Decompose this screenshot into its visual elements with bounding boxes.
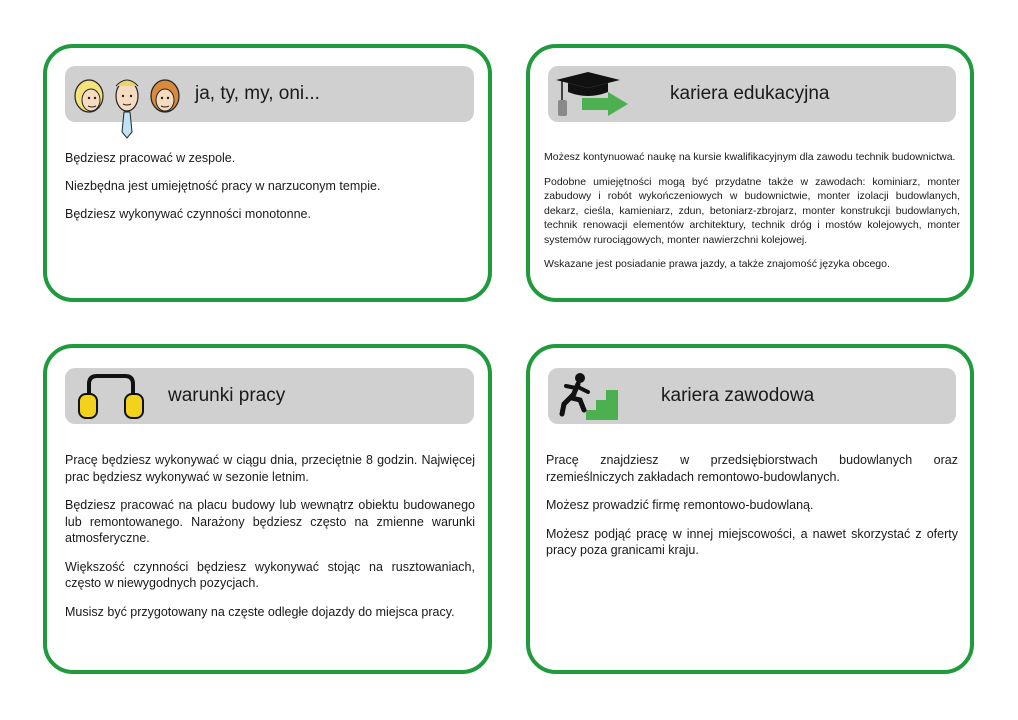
card-body-conditions <box>65 452 475 632</box>
card-team <box>43 44 492 302</box>
paragraph: Możesz podjąć pracę w innej miejscowości, a nawet skorzystać z oferty pracy poza granicami kraju. <box>546 526 958 557</box>
card-header-education <box>548 66 956 122</box>
paragraph: Podobne umiejętności mogą być przydatne także w zawodach: kominiarz, monter zabudowy i robót wykończeniowych w budownictwie, monter izolacji budowlanych, dekarz, cieśla, kamieniarz, zdun, betoniarz-zbrojarz, monter konstrukcji budowlanych, technik renowacji elementów architektury, technik dróg i mostów kolejowych, monter systemów rurociągowych, monter nawierzchni kolejowej. <box>544 175 960 246</box>
card-title-conditions: warunki pracy <box>168 385 286 406</box>
card-title-education: kariera edukacyjna <box>670 83 830 104</box>
paragraph: Większość czynności będziesz wykonywać stojąc na rusztowaniach, często w niewygodnych pozycjach. <box>65 559 475 590</box>
graduation-cap-icon <box>552 70 632 118</box>
card-body-education <box>544 150 960 272</box>
paragraph: Wskazane jest posiadanie prawa jazdy, a także znajomość języka obcego. <box>544 258 890 270</box>
paragraph: Pracę znajdziesz w przedsiębiorstwach budowlanych oraz rzemieślniczych zakładach remontowo-budowlanych. <box>546 453 958 484</box>
card-title-team: ja, ty, my, oni... <box>195 83 320 104</box>
card-header-conditions <box>65 368 474 424</box>
card-conditions <box>43 344 492 674</box>
paragraph: Musisz być przygotowany na częste odległe dojazdy do miejsca pracy. <box>65 604 455 619</box>
climbing-stairs-icon <box>558 370 622 422</box>
people-icon <box>71 72 183 140</box>
paragraph: Będziesz pracować w zespole. <box>65 151 236 165</box>
ear-muffs-icon <box>77 372 147 420</box>
paragraph: Będziesz pracować na placu budowy lub wewnątrz obiektu budowanego lub remontowanego. Narażony będziesz często na zmienne warunki atmosferyczne. <box>65 498 475 545</box>
paragraph: Możesz prowadzić firmę remontowo-budowlaną. <box>546 498 814 512</box>
card-header-team <box>65 66 474 122</box>
card-body-career <box>546 452 958 571</box>
paragraph: Niezbędna jest umiejętność pracy w narzuconym tempie. <box>65 179 381 193</box>
card-header-career <box>548 368 956 424</box>
paragraph: Pracę będziesz wykonywać w ciągu dnia, przeciętnie 8 godzin. Najwięcej prac będziesz wykonywać w sezonie letnim. <box>65 453 475 484</box>
card-body-team <box>65 150 475 234</box>
paragraph: Możesz kontynuować naukę na kursie kwalifikacyjnym dla zawodu technik budownictwa. <box>544 151 956 163</box>
paragraph: Będziesz wykonywać czynności monotonne. <box>65 207 311 221</box>
card-career <box>526 344 974 674</box>
card-title-career: kariera zawodowa <box>661 385 815 406</box>
card-education <box>526 44 974 302</box>
